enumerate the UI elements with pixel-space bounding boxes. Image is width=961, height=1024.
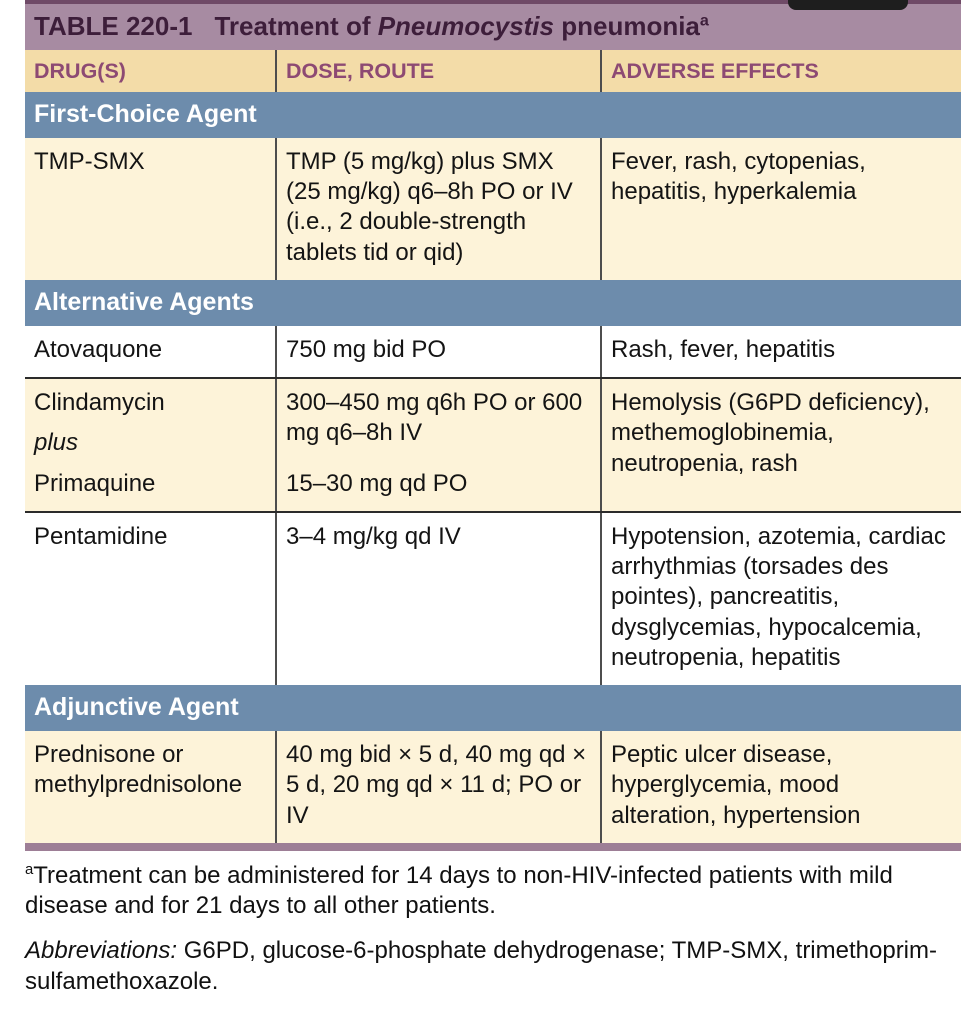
section-rows-alternative — [25, 326, 961, 685]
table-title-suffix: pneumonia — [554, 11, 700, 41]
adverse-effects-text: Peptic ulcer disease, hyperglycemia, mood alteration, hypertension — [611, 741, 861, 829]
drug-conjunction: plus — [34, 429, 79, 457]
column-header-adverse-effects: ADVERSE EFFECTS — [600, 50, 961, 92]
drug-name: Primaquine — [34, 469, 156, 497]
dose-cell — [275, 379, 600, 511]
dose-text: 750 mg bid PO — [286, 335, 447, 363]
dose-text: TMP (5 mg/kg) plus SMX (25 mg/kg) q6–8h PO or IV (i.e., 2 double-strength tablets tid or qid) — [286, 148, 573, 266]
drug-cell — [25, 138, 275, 280]
dose-text: 300–450 mg q6h PO or 600 mg q6–8h IV — [286, 389, 583, 447]
section-rows-first-choice — [25, 138, 961, 280]
drug-name: Atovaquone — [34, 335, 163, 363]
footnote-abbreviations — [25, 936, 955, 997]
table-row-tmp-smx — [25, 138, 961, 280]
drug-name: TMP-SMX — [34, 148, 145, 175]
dose-cell — [275, 513, 600, 685]
drug-name: Clindamycin — [34, 389, 165, 417]
drug-cell — [25, 379, 275, 511]
table-row-pentamidine — [25, 511, 961, 685]
footnote-a-text: Treatment can be administered for 14 days to non-HIV-infected patients with mild disease and for 21 days to all other patients. — [25, 861, 893, 920]
table-bottom-rule — [25, 843, 961, 851]
dose-cell — [275, 326, 600, 377]
dose-text: 3–4 mg/kg qd IV — [286, 522, 461, 550]
table-number: TABLE 220-1 — [34, 11, 193, 41]
footnote-a — [25, 861, 955, 922]
table-row-clindamycin-primaquine — [25, 377, 961, 511]
adverse-effects-cell — [600, 731, 961, 843]
abbreviations-label: Abbreviations: — [25, 937, 178, 965]
drug-cell — [25, 731, 275, 843]
section-header-alternative: Alternative Agents — [25, 280, 961, 326]
column-header-row — [25, 50, 961, 92]
drug-name: Pentamidine — [34, 522, 168, 550]
adverse-effects-cell — [600, 513, 961, 685]
table-title-footnote-mark: a — [699, 11, 709, 30]
section-rows-adjunctive — [25, 731, 961, 843]
dose-cell — [275, 731, 600, 843]
section-header-adjunctive: Adjunctive Agent — [25, 685, 961, 731]
table-footnotes — [25, 861, 955, 998]
adverse-effects-cell — [600, 138, 961, 280]
adverse-effects-text: Hypotension, azotemia, cardiac arrhythmias (torsades des pointes), pancreatitis, dysglycemias, hypocalcemia, neutropenia, hepatitis — [611, 522, 946, 671]
table-title-prefix: Treatment of — [214, 11, 378, 41]
drug-cell — [25, 513, 275, 685]
dose-text: 40 mg bid × 5 d, 40 mg qd × 5 d, 20 mg qd × 11 d; PO or IV — [286, 741, 587, 829]
treatment-table — [25, 0, 961, 851]
table-row-prednisone — [25, 731, 961, 843]
table-title — [214, 11, 708, 41]
table-row-atovaquone — [25, 326, 961, 377]
adverse-effects-text: Rash, fever, hepatitis — [611, 335, 836, 363]
section-header-first-choice: First-Choice Agent — [25, 92, 961, 138]
drug-cell — [25, 326, 275, 377]
abbreviations-text: G6PD, glucose-6-phosphate dehydrogenase; TMP-SMX, trimethoprim-sulfamethoxazole. — [25, 937, 937, 995]
drug-name: Prednisone or methylprednisolone — [34, 741, 243, 799]
adverse-effects-cell — [600, 379, 961, 511]
adverse-effects-cell — [600, 326, 961, 377]
dose-cell — [275, 138, 600, 280]
adverse-effects-text: Fever, rash, cytopenias, hepatitis, hyperkalemia — [611, 148, 866, 206]
column-header-dose-route: DOSE, ROUTE — [275, 50, 600, 92]
table-title-italic-term: Pneumocystis — [377, 11, 554, 41]
footnote-a-mark: a — [25, 861, 34, 878]
dose-text: 15–30 mg qd PO — [286, 469, 468, 497]
adverse-effects-text: Hemolysis (G6PD deficiency), methemoglobinemia, neutropenia, rash — [611, 389, 930, 477]
screen-corner-artifact — [788, 0, 908, 10]
column-header-drugs: DRUG(S) — [34, 59, 126, 83]
